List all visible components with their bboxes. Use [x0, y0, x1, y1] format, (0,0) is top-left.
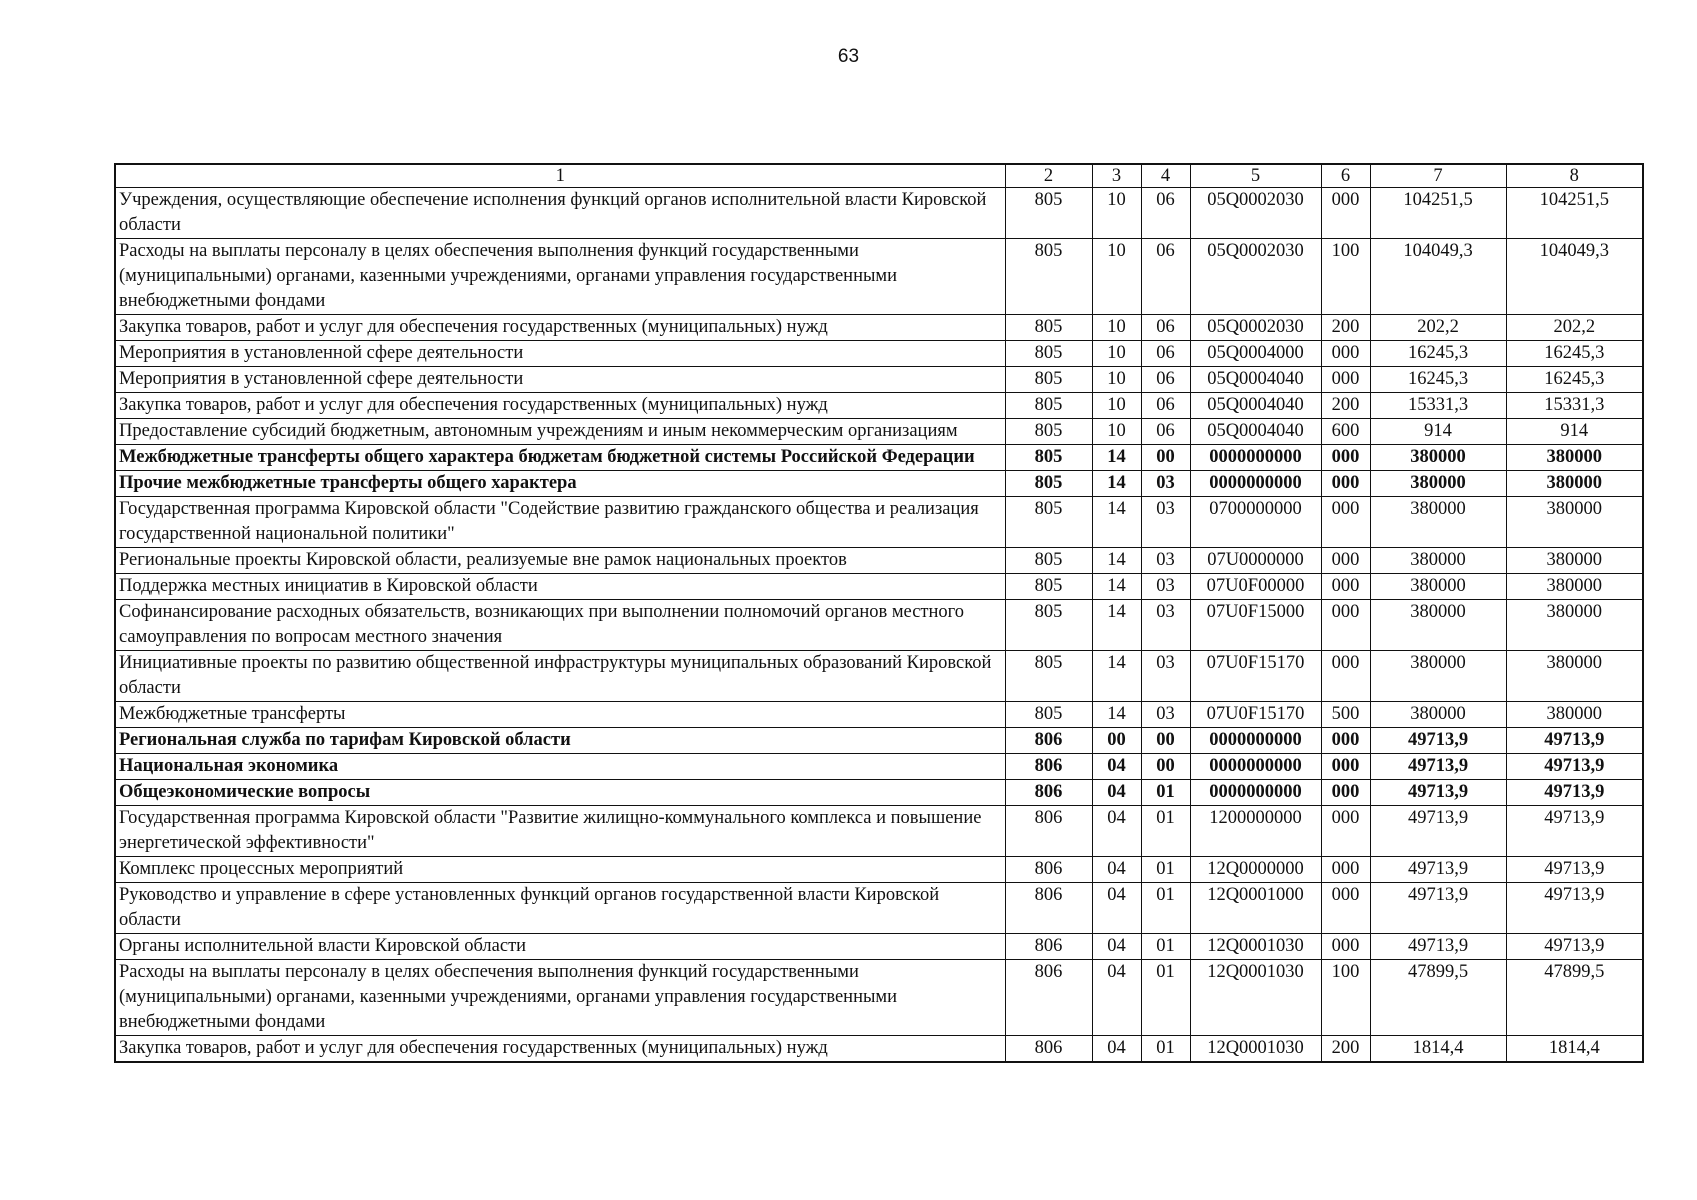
row-target-code-cell: 12Q0001030 [1190, 1036, 1321, 1063]
row-target-code-cell: 0000000000 [1190, 471, 1321, 497]
row-target-code-cell: 0000000000 [1190, 754, 1321, 780]
row-target-code-cell: 05Q0004000 [1190, 341, 1321, 367]
row-section-cell: 14 [1092, 497, 1141, 548]
row-code-main-cell: 806 [1005, 857, 1092, 883]
header-col-8: 8 [1506, 164, 1643, 188]
row-amount-1-cell: 16245,3 [1370, 341, 1506, 367]
table-row [115, 960, 1643, 1036]
row-section-cell: 04 [1092, 780, 1141, 806]
table-row [115, 239, 1643, 315]
row-name-cell: Софинансирование расходных обязательств, возникающих при выполнении полномочий органов местного самоуправления по вопросам местного значения [115, 600, 1005, 651]
row-code-main-cell: 806 [1005, 728, 1092, 754]
row-amount-1-cell: 1814,4 [1370, 1036, 1506, 1063]
row-amount-1-cell: 47899,5 [1370, 960, 1506, 1036]
table-row [115, 367, 1643, 393]
row-name-cell: Поддержка местных инициатив в Кировской области [115, 574, 1005, 600]
row-target-code-cell: 07U0F15000 [1190, 600, 1321, 651]
row-amount-1-cell: 49713,9 [1370, 806, 1506, 857]
row-code-main-cell: 805 [1005, 393, 1092, 419]
table-row [115, 780, 1643, 806]
table-row [115, 188, 1643, 239]
row-expense-type-cell: 000 [1321, 548, 1370, 574]
header-col-1: 1 [115, 164, 1005, 188]
table-row [115, 497, 1643, 548]
row-target-code-cell: 0700000000 [1190, 497, 1321, 548]
table-row [115, 574, 1643, 600]
row-section-cell: 10 [1092, 393, 1141, 419]
row-amount-2-cell: 380000 [1506, 651, 1643, 702]
budget-table [114, 163, 1644, 1063]
row-target-code-cell: 1200000000 [1190, 806, 1321, 857]
header-col-5: 5 [1190, 164, 1321, 188]
row-expense-type-cell: 000 [1321, 188, 1370, 239]
table-row [115, 419, 1643, 445]
row-section-cell: 14 [1092, 471, 1141, 497]
row-section-cell: 04 [1092, 934, 1141, 960]
row-amount-2-cell: 914 [1506, 419, 1643, 445]
row-subsection-cell: 00 [1141, 445, 1190, 471]
row-amount-1-cell: 49713,9 [1370, 754, 1506, 780]
row-expense-type-cell: 000 [1321, 780, 1370, 806]
row-section-cell: 10 [1092, 367, 1141, 393]
row-code-main-cell: 805 [1005, 239, 1092, 315]
row-section-cell: 04 [1092, 857, 1141, 883]
row-target-code-cell: 05Q0002030 [1190, 239, 1321, 315]
row-subsection-cell: 01 [1141, 883, 1190, 934]
row-expense-type-cell: 000 [1321, 934, 1370, 960]
row-expense-type-cell: 000 [1321, 471, 1370, 497]
row-amount-1-cell: 380000 [1370, 600, 1506, 651]
row-section-cell: 14 [1092, 548, 1141, 574]
row-amount-1-cell: 380000 [1370, 548, 1506, 574]
row-name-cell: Руководство и управление в сфере установленных функций органов государственной власти Кировской области [115, 883, 1005, 934]
row-subsection-cell: 06 [1141, 367, 1190, 393]
row-name-cell: Расходы на выплаты персоналу в целях обеспечения выполнения функций государственными (муниципальными) органами, казенными учреждениями, органами управления государственными внебюджетными фондами [115, 960, 1005, 1036]
row-amount-1-cell: 380000 [1370, 497, 1506, 548]
row-expense-type-cell: 000 [1321, 600, 1370, 651]
row-section-cell: 14 [1092, 600, 1141, 651]
row-subsection-cell: 01 [1141, 960, 1190, 1036]
row-amount-2-cell: 16245,3 [1506, 367, 1643, 393]
row-amount-2-cell: 104049,3 [1506, 239, 1643, 315]
row-expense-type-cell: 100 [1321, 960, 1370, 1036]
header-col-3: 3 [1092, 164, 1141, 188]
row-amount-2-cell: 49713,9 [1506, 780, 1643, 806]
row-amount-2-cell: 202,2 [1506, 315, 1643, 341]
row-amount-2-cell: 49713,9 [1506, 934, 1643, 960]
header-col-2: 2 [1005, 164, 1092, 188]
row-expense-type-cell: 200 [1321, 393, 1370, 419]
row-section-cell: 10 [1092, 341, 1141, 367]
row-section-cell: 04 [1092, 806, 1141, 857]
row-target-code-cell: 05Q0002030 [1190, 188, 1321, 239]
row-amount-2-cell: 380000 [1506, 574, 1643, 600]
row-target-code-cell: 07U0F15170 [1190, 651, 1321, 702]
row-name-cell: Комплекс процессных мероприятий [115, 857, 1005, 883]
row-subsection-cell: 01 [1141, 1036, 1190, 1063]
table-row [115, 315, 1643, 341]
table-row [115, 393, 1643, 419]
row-amount-2-cell: 380000 [1506, 548, 1643, 574]
row-section-cell: 10 [1092, 188, 1141, 239]
row-amount-2-cell: 49713,9 [1506, 754, 1643, 780]
row-section-cell: 04 [1092, 960, 1141, 1036]
table-row [115, 806, 1643, 857]
row-amount-1-cell: 16245,3 [1370, 367, 1506, 393]
row-expense-type-cell: 000 [1321, 883, 1370, 934]
row-subsection-cell: 03 [1141, 497, 1190, 548]
row-subsection-cell: 06 [1141, 341, 1190, 367]
row-name-cell: Учреждения, осуществляющие обеспечение исполнения функций органов исполнительной власти Кировской области [115, 188, 1005, 239]
row-amount-2-cell: 380000 [1506, 497, 1643, 548]
row-code-main-cell: 805 [1005, 367, 1092, 393]
row-amount-1-cell: 15331,3 [1370, 393, 1506, 419]
table-row [115, 728, 1643, 754]
row-subsection-cell: 03 [1141, 651, 1190, 702]
row-name-cell: Предоставление субсидий бюджетным, автономным учреждениям и иным некоммерческим организациям [115, 419, 1005, 445]
row-amount-2-cell: 49713,9 [1506, 806, 1643, 857]
row-target-code-cell: 0000000000 [1190, 780, 1321, 806]
row-subsection-cell: 03 [1141, 702, 1190, 728]
row-expense-type-cell: 000 [1321, 728, 1370, 754]
table-row [115, 471, 1643, 497]
row-amount-1-cell: 380000 [1370, 445, 1506, 471]
row-expense-type-cell: 000 [1321, 367, 1370, 393]
row-code-main-cell: 805 [1005, 419, 1092, 445]
row-target-code-cell: 05Q0004040 [1190, 367, 1321, 393]
row-name-cell: Прочие межбюджетные трансферты общего характера [115, 471, 1005, 497]
row-code-main-cell: 805 [1005, 702, 1092, 728]
row-section-cell: 14 [1092, 651, 1141, 702]
row-code-main-cell: 806 [1005, 1036, 1092, 1063]
row-name-cell: Инициативные проекты по развитию общественной инфраструктуры муниципальных образований Кировской области [115, 651, 1005, 702]
row-target-code-cell: 12Q0000000 [1190, 857, 1321, 883]
row-expense-type-cell: 000 [1321, 574, 1370, 600]
row-amount-1-cell: 49713,9 [1370, 728, 1506, 754]
row-target-code-cell: 05Q0004040 [1190, 419, 1321, 445]
row-target-code-cell: 07U0F00000 [1190, 574, 1321, 600]
row-code-main-cell: 806 [1005, 754, 1092, 780]
row-amount-1-cell: 49713,9 [1370, 934, 1506, 960]
row-code-main-cell: 805 [1005, 341, 1092, 367]
table-row [115, 883, 1643, 934]
row-amount-1-cell: 104049,3 [1370, 239, 1506, 315]
row-subsection-cell: 00 [1141, 754, 1190, 780]
table-row [115, 445, 1643, 471]
row-amount-2-cell: 104251,5 [1506, 188, 1643, 239]
row-amount-1-cell: 49713,9 [1370, 780, 1506, 806]
row-name-cell: Расходы на выплаты персоналу в целях обеспечения выполнения функций государственными (муниципальными) органами, казенными учреждениями, органами управления государственными внебюджетными фондами [115, 239, 1005, 315]
row-amount-1-cell: 380000 [1370, 702, 1506, 728]
row-amount-2-cell: 49713,9 [1506, 728, 1643, 754]
row-expense-type-cell: 000 [1321, 497, 1370, 548]
row-amount-1-cell: 380000 [1370, 574, 1506, 600]
row-subsection-cell: 01 [1141, 806, 1190, 857]
row-section-cell: 04 [1092, 883, 1141, 934]
row-target-code-cell: 05Q0002030 [1190, 315, 1321, 341]
header-col-6: 6 [1321, 164, 1370, 188]
row-expense-type-cell: 000 [1321, 806, 1370, 857]
row-amount-2-cell: 1814,4 [1506, 1036, 1643, 1063]
table-body [115, 188, 1643, 1063]
row-section-cell: 10 [1092, 419, 1141, 445]
table-row [115, 934, 1643, 960]
row-amount-1-cell: 49713,9 [1370, 883, 1506, 934]
row-subsection-cell: 06 [1141, 393, 1190, 419]
row-name-cell: Межбюджетные трансферты общего характера бюджетам бюджетной системы Российской Федерации [115, 445, 1005, 471]
row-code-main-cell: 805 [1005, 497, 1092, 548]
row-expense-type-cell: 000 [1321, 754, 1370, 780]
row-name-cell: Национальная экономика [115, 754, 1005, 780]
row-code-main-cell: 806 [1005, 960, 1092, 1036]
row-target-code-cell: 12Q0001030 [1190, 960, 1321, 1036]
row-code-main-cell: 805 [1005, 188, 1092, 239]
table-row [115, 548, 1643, 574]
row-amount-2-cell: 49713,9 [1506, 857, 1643, 883]
row-section-cell: 00 [1092, 728, 1141, 754]
row-section-cell: 10 [1092, 315, 1141, 341]
row-code-main-cell: 806 [1005, 883, 1092, 934]
row-amount-1-cell: 380000 [1370, 471, 1506, 497]
row-target-code-cell: 12Q0001030 [1190, 934, 1321, 960]
row-name-cell: Межбюджетные трансферты [115, 702, 1005, 728]
page-number: 63 [837, 46, 860, 67]
row-amount-2-cell: 49713,9 [1506, 883, 1643, 934]
header-col-7: 7 [1370, 164, 1506, 188]
row-amount-1-cell: 202,2 [1370, 315, 1506, 341]
table-row [115, 857, 1643, 883]
row-code-main-cell: 805 [1005, 445, 1092, 471]
row-subsection-cell: 03 [1141, 600, 1190, 651]
row-amount-2-cell: 380000 [1506, 445, 1643, 471]
table-row [115, 754, 1643, 780]
row-code-main-cell: 805 [1005, 574, 1092, 600]
row-expense-type-cell: 500 [1321, 702, 1370, 728]
row-expense-type-cell: 000 [1321, 857, 1370, 883]
row-subsection-cell: 01 [1141, 934, 1190, 960]
row-subsection-cell: 01 [1141, 857, 1190, 883]
row-name-cell: Государственная программа Кировской области "Содействие развитию гражданского общества и реализация государственной национальной политики" [115, 497, 1005, 548]
row-code-main-cell: 805 [1005, 315, 1092, 341]
row-amount-2-cell: 380000 [1506, 600, 1643, 651]
row-target-code-cell: 0000000000 [1190, 445, 1321, 471]
row-section-cell: 14 [1092, 574, 1141, 600]
row-expense-type-cell: 200 [1321, 1036, 1370, 1063]
row-name-cell: Региональная служба по тарифам Кировской области [115, 728, 1005, 754]
row-amount-1-cell: 380000 [1370, 651, 1506, 702]
table-row [115, 341, 1643, 367]
row-subsection-cell: 01 [1141, 780, 1190, 806]
row-code-main-cell: 806 [1005, 780, 1092, 806]
row-name-cell: Органы исполнительной власти Кировской области [115, 934, 1005, 960]
row-section-cell: 14 [1092, 445, 1141, 471]
table-row [115, 1036, 1643, 1063]
row-target-code-cell: 0000000000 [1190, 728, 1321, 754]
row-amount-2-cell: 15331,3 [1506, 393, 1643, 419]
row-amount-1-cell: 914 [1370, 419, 1506, 445]
table-row [115, 702, 1643, 728]
row-code-main-cell: 805 [1005, 548, 1092, 574]
row-target-code-cell: 05Q0004040 [1190, 393, 1321, 419]
row-section-cell: 14 [1092, 702, 1141, 728]
row-amount-2-cell: 16245,3 [1506, 341, 1643, 367]
row-section-cell: 04 [1092, 754, 1141, 780]
row-expense-type-cell: 000 [1321, 445, 1370, 471]
row-amount-2-cell: 380000 [1506, 471, 1643, 497]
row-name-cell: Мероприятия в установленной сфере деятельности [115, 341, 1005, 367]
row-name-cell: Закупка товаров, работ и услуг для обеспечения государственных (муниципальных) нужд [115, 315, 1005, 341]
header-row [115, 164, 1643, 188]
table-row [115, 651, 1643, 702]
row-target-code-cell: 12Q0001000 [1190, 883, 1321, 934]
row-code-main-cell: 805 [1005, 471, 1092, 497]
row-target-code-cell: 07U0000000 [1190, 548, 1321, 574]
row-subsection-cell: 03 [1141, 548, 1190, 574]
row-name-cell: Закупка товаров, работ и услуг для обеспечения государственных (муниципальных) нужд [115, 393, 1005, 419]
row-section-cell: 10 [1092, 239, 1141, 315]
row-code-main-cell: 805 [1005, 651, 1092, 702]
row-expense-type-cell: 100 [1321, 239, 1370, 315]
row-code-main-cell: 806 [1005, 934, 1092, 960]
budget-table-container [114, 163, 1642, 1063]
row-subsection-cell: 06 [1141, 239, 1190, 315]
row-expense-type-cell: 000 [1321, 341, 1370, 367]
row-name-cell: Региональные проекты Кировской области, реализуемые вне рамок национальных проектов [115, 548, 1005, 574]
row-expense-type-cell: 200 [1321, 315, 1370, 341]
row-name-cell: Закупка товаров, работ и услуг для обеспечения государственных (муниципальных) нужд [115, 1036, 1005, 1063]
row-amount-2-cell: 47899,5 [1506, 960, 1643, 1036]
row-name-cell: Мероприятия в установленной сфере деятельности [115, 367, 1005, 393]
row-subsection-cell: 06 [1141, 315, 1190, 341]
row-code-main-cell: 806 [1005, 806, 1092, 857]
row-target-code-cell: 07U0F15170 [1190, 702, 1321, 728]
row-expense-type-cell: 600 [1321, 419, 1370, 445]
row-expense-type-cell: 000 [1321, 651, 1370, 702]
table-row [115, 600, 1643, 651]
row-code-main-cell: 805 [1005, 600, 1092, 651]
row-subsection-cell: 06 [1141, 419, 1190, 445]
row-amount-1-cell: 104251,5 [1370, 188, 1506, 239]
header-col-4: 4 [1141, 164, 1190, 188]
row-amount-1-cell: 49713,9 [1370, 857, 1506, 883]
row-subsection-cell: 03 [1141, 574, 1190, 600]
row-name-cell: Государственная программа Кировской области "Развитие жилищно-коммунального комплекса и повышение энергетической эффективности" [115, 806, 1005, 857]
row-name-cell: Общеэкономические вопросы [115, 780, 1005, 806]
row-section-cell: 04 [1092, 1036, 1141, 1063]
row-subsection-cell: 00 [1141, 728, 1190, 754]
row-subsection-cell: 03 [1141, 471, 1190, 497]
row-amount-2-cell: 380000 [1506, 702, 1643, 728]
row-subsection-cell: 06 [1141, 188, 1190, 239]
